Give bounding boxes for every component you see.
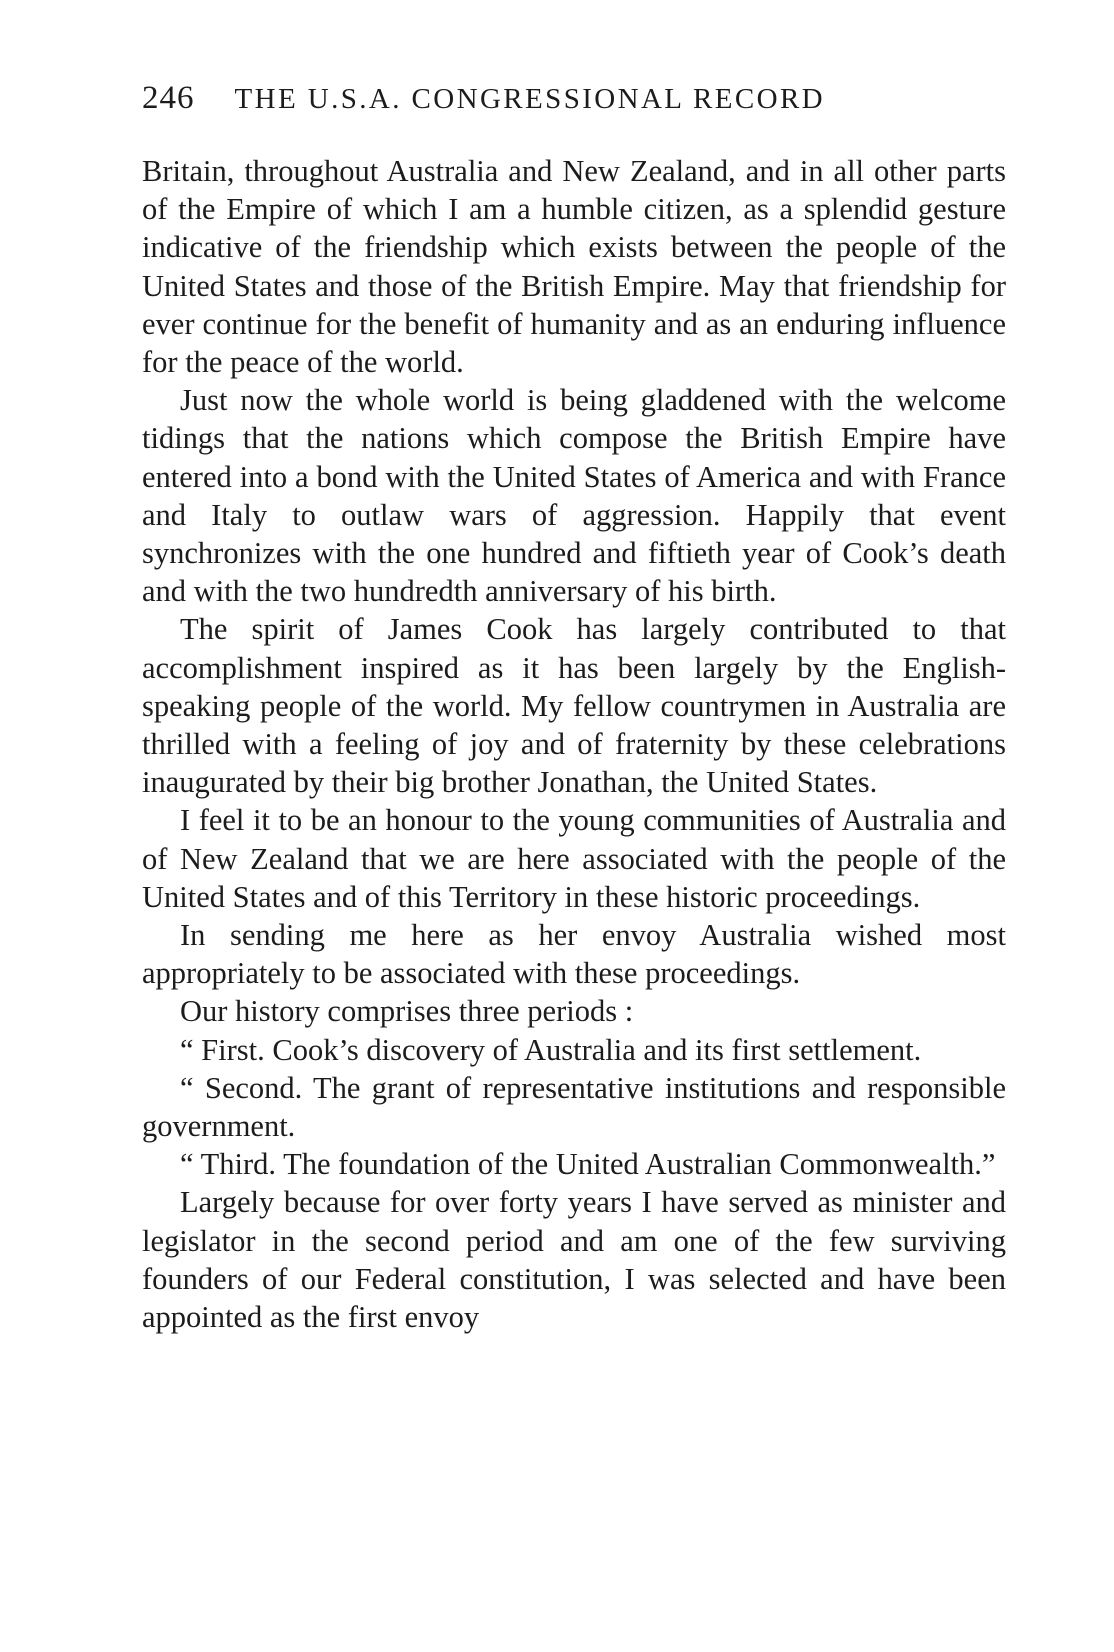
paragraph: The spirit of James Cook has largely contributed to that accomplishment inspired as it has been largely by the English-speaking people of the world. My fellow countrymen in Australia are thrilled with a feeling of joy and of fraternity by these celebrations inaugurated by their big brother Jonathan, the United States. [142, 612, 1006, 800]
quoted-period-item: “ Third. The foundation of the United Australian Commonwealth.” [180, 1147, 996, 1182]
paragraph: Our history comprises three periods : [180, 994, 634, 1029]
page-number: 246 [142, 80, 195, 116]
paragraph: In sending me here as her envoy Australia wished most appropriately to be associated with these proceedings. [142, 918, 1006, 991]
running-header [142, 80, 1006, 124]
running-title: THE U.S.A. CONGRESSIONAL RECORD [234, 83, 826, 115]
quoted-period-item: “ Second. The grant of representative institutions and responsible government. [142, 1070, 1006, 1144]
book-page [142, 80, 1006, 1336]
paragraph: Largely because for over forty years I have served as minister and legislator in the second period and am one of the few surviving founders of our Federal constitution, I was selected and have been appointed as the first envoy [142, 1185, 1006, 1335]
paragraph-continued: Britain, throughout Australia and New Zealand, and in all other parts of the Empire of which I am a humble citizen, as a splendid gesture indicative of the friendship which exists between the people of the United States and those of the British Empire. May that friendship for ever continue for the benefit of humanity and as an enduring influence for the peace of the world. [142, 154, 1006, 380]
paragraph: Just now the whole world is being gladdened with the welcome tidings that the nations which compose the British Empire have entered into a bond with the United States of America and with France and Italy to outlaw wars of aggression. Happily that event synchronizes with the one hundred and fiftieth year of Cook’s death and with the two hundredth anniversary of his birth. [142, 383, 1006, 609]
paragraph: I feel it to be an honour to the young communities of Australia and of New Zealand that we are here associated with the people of the United States and of this Territory in these historic proceedings. [142, 803, 1006, 914]
quoted-period-item: “ First. Cook’s discovery of Australia and its first settlement. [180, 1032, 922, 1067]
body-text [142, 152, 1006, 1336]
